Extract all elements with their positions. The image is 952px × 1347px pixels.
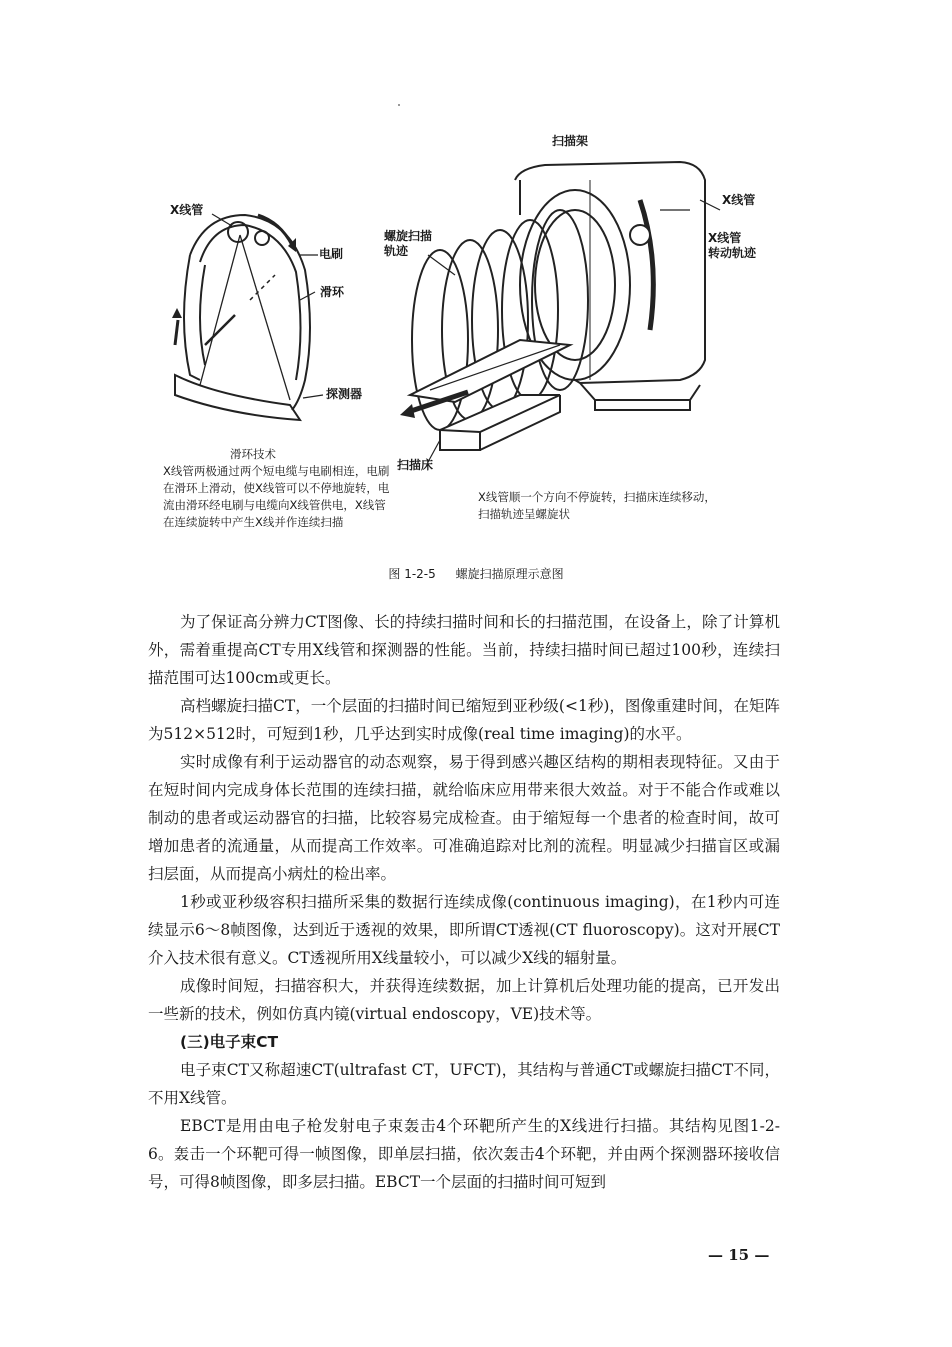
figure-1-2-5 [0,0,952,600]
paragraph-5: 成像时间短，扫描容积大，并获得连续数据，加上计算机后处理功能的提高，已开发出一些新的技术，例如仿真内镜(virtual endoscopy，VE)技术等。 [148,977,780,1023]
paragraph-6: 电子束CT又称超速CT(ultrafast CT，UFCT)，其结构与普通CT或螺旋扫描CT不同，不用X线管。 [148,1061,780,1107]
left-caption-text: X线管两极通过两个短电缆与电刷相连，电刷在滑环上滑动，使X线管可以不停地旋转，电流由滑环经电刷与电缆向X线管供电，X线管在连续旋转中产生X线并作连续扫描 [163,464,390,529]
section-heading: (三)电子束CT [180,1033,279,1051]
label-tube-track: X线管 转动轨迹 [708,231,757,260]
label-xray-tube-left: X线管 [170,203,204,217]
figure-caption [0,565,952,582]
figure-drawing [0,0,952,600]
left-caption-title: 滑环技术 [230,447,276,461]
page-number: — 15 — [708,1246,770,1264]
paragraph-1: 为了保证高分辨力CT图像、长的持续扫描时间和长的扫描范围，在设备上，除了计算机外，需着重提高CT专用X线管和探测器的性能。当前，持续扫描时间已超过100秒，连续扫描范围可达100cm或更长。 [148,613,780,687]
left-caption [163,446,393,531]
label-xray-tube-right: X线管 [722,193,756,207]
body-text [148,608,780,1196]
figure-caption-title: 螺旋扫描原理示意图 [455,567,564,581]
label-detector: 探测器 [326,387,363,401]
label-scanner-frame: 扫描架 [552,134,589,148]
paragraph-2: 高档螺旋扫描CT，一个层面的扫描时间已缩短到亚秒级(<1秒)，图像重建时间，在矩阵为512×512时，可短到1秒，几乎达到实时成像(real time imaging)的水平。 [148,697,780,743]
right-caption: X线管顺一个方向不停旋转，扫描床连续移动，扫描轨迹呈螺旋状 [478,490,716,521]
paragraph-7: EBCT是用由电子枪发射电子束轰击4个环靶所产生的X线进行扫描。其结构见图1-2-6。轰击一个环靶可得一帧图像，即单层扫描，依次轰击4个环靶，并由两个探测器环接收信号，可得8帧图像，即多层扫描。EBCT一个层面的扫描时间可短到 [148,1117,780,1191]
paragraph-4: 1秒或亚秒级容积扫描所采集的数据行连续成像(continuous imaging)，在1秒内可连续显示6～8帧图像，达到近于透视的效果，即所谓CT透视(CT fluoroscopy)。这对开展CT介入技术很有意义。CT透视所用X线量较小，可以减少X线的辐射量。 [148,893,780,967]
label-slip-ring: 滑环 [320,285,345,299]
label-scan-bed: 扫描床 [397,458,434,472]
paragraph-3: 实时成像有利于运动器官的动态观察，易于得到感兴趣区结构的期相表现特征。又由于在短时间内完成身体长范围的连续扫描，就给临床应用带来很大效益。对于不能合作或难以制动的患者或运动器官的扫描，比较容易完成检查。由于缩短每一个患者的检查时间，故可增加患者的流通量，从而提高工作效率。可准确追踪对比剂的流程。明显减少扫描盲区或漏扫层面，从而提高小病灶的检出率。 [148,753,780,883]
label-brush: 电刷 [319,247,344,261]
figure-caption-number: 图 1-2-5 [388,567,436,581]
label-helix-track: 螺旋扫描 轨迹 [384,229,433,258]
